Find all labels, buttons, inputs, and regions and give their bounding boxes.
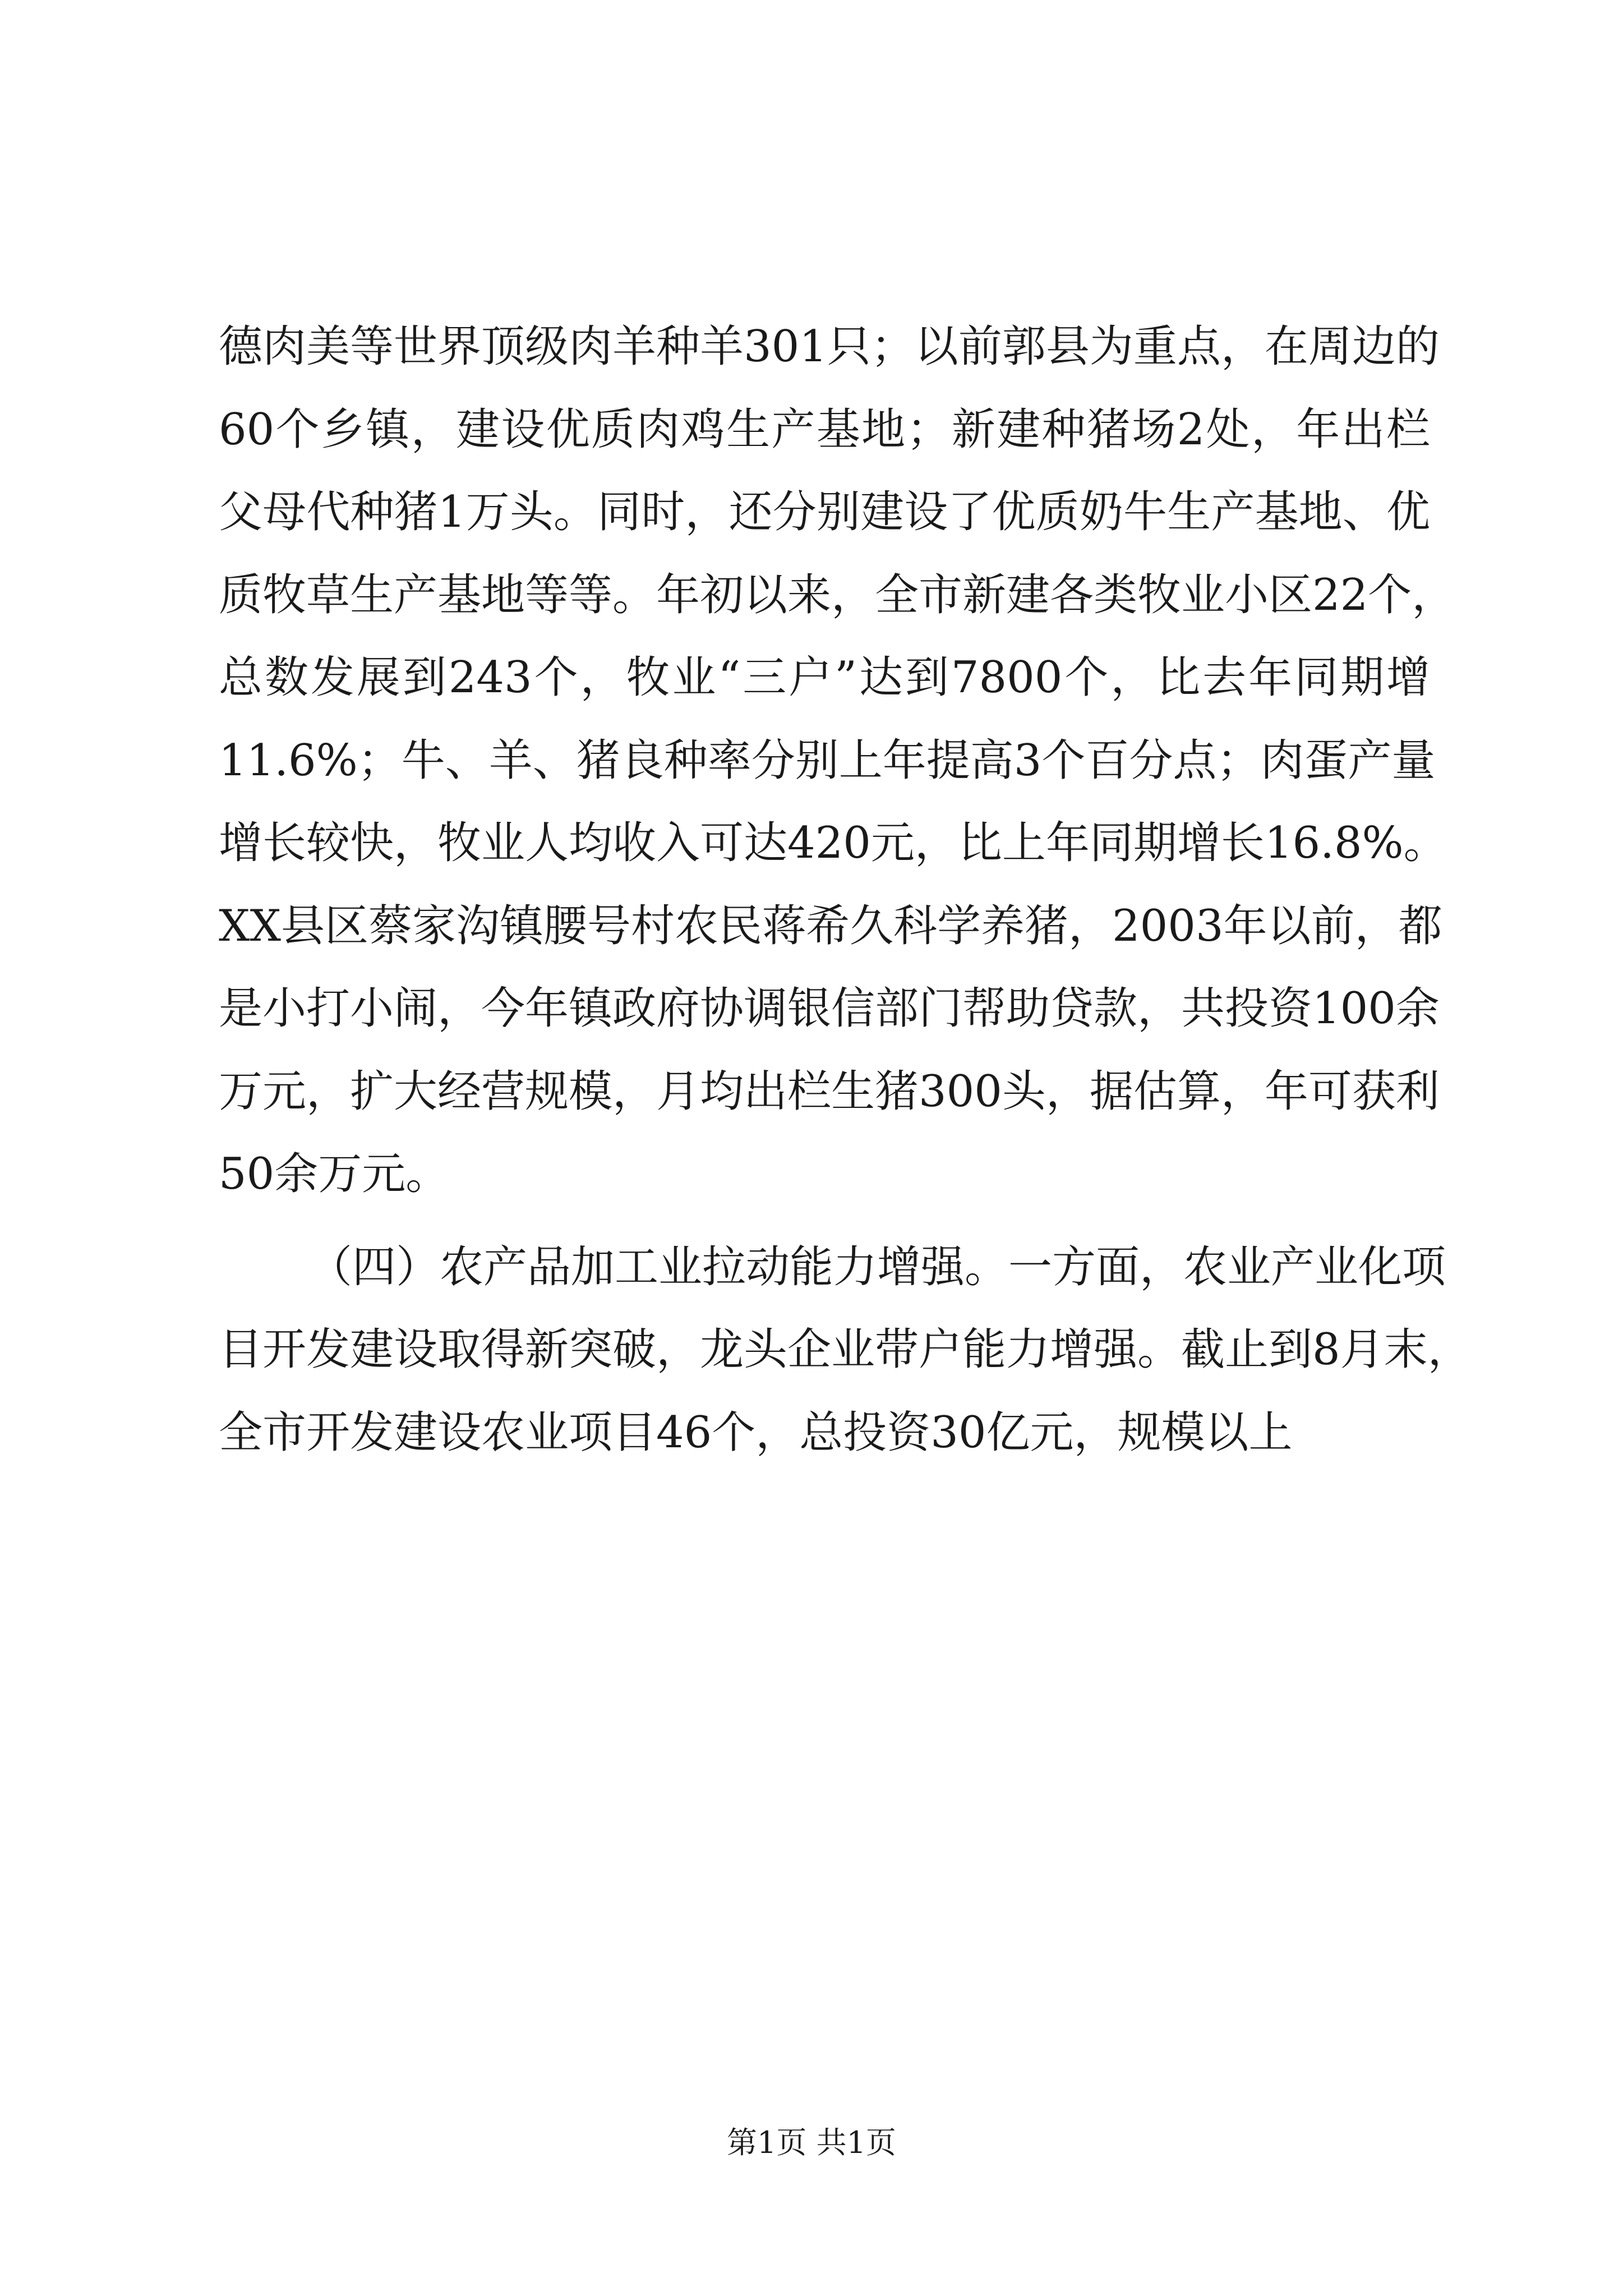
paragraph-2 bbox=[219, 1226, 1472, 1475]
text-line: 50余万元。 bbox=[219, 1149, 450, 1199]
text-line: 质牧草生产基地等等。年初以来，全市新建各类牧业小区22个， bbox=[219, 569, 1456, 620]
text-line: 全市开发建设农业项目46个，总投资30亿元，规模以上 bbox=[219, 1407, 1293, 1458]
text-line: 增长较快，牧业人均收入可达420元，比上年同期增长16.8%。 bbox=[219, 818, 1447, 868]
text-line: 11.6%；牛、羊、猪良种率分别上年提高3个百分点；肉蛋产量 bbox=[219, 735, 1436, 786]
text-line: XX县区蔡家沟镇腰号村农民蒋希久科学养猪，2003年以前，都 bbox=[219, 900, 1442, 951]
section-heading-line: （四）农产品加工业拉动能力增强。一方面，农业产业化项 bbox=[308, 1241, 1446, 1292]
page-footer bbox=[0, 2123, 1623, 2162]
text-line: 万元，扩大经营规模，月均出栏生猪300头，据估算，年可获利 bbox=[219, 1066, 1440, 1117]
page-number: 第1页 共1页 bbox=[727, 2125, 896, 2160]
text-line: 60个乡镇，建设优质肉鸡生产基地；新建种猪场2处，年出栏 bbox=[219, 404, 1430, 455]
text-line: 德肉美等世界顶级肉羊种羊301只；以前郭县为重点，在周边的 bbox=[219, 321, 1440, 372]
text-line: 是小打小闹，今年镇政府协调银信部门帮助贷款，共投资100余 bbox=[219, 983, 1440, 1034]
paragraph-1 bbox=[219, 306, 1456, 1216]
text-line: 总数发展到243个，牧业“三户”达到7800个，比去年同期增 bbox=[219, 652, 1430, 703]
text-line: 父母代种猪1万头。同时，还分别建设了优质奶牛生产基地、优 bbox=[219, 487, 1430, 537]
text-line: 目开发建设取得新突破，龙头企业带户能力增强。截止到8月末， bbox=[219, 1324, 1472, 1375]
document-body bbox=[219, 306, 1472, 1474]
paragraph-spacing bbox=[219, 1216, 1430, 1226]
